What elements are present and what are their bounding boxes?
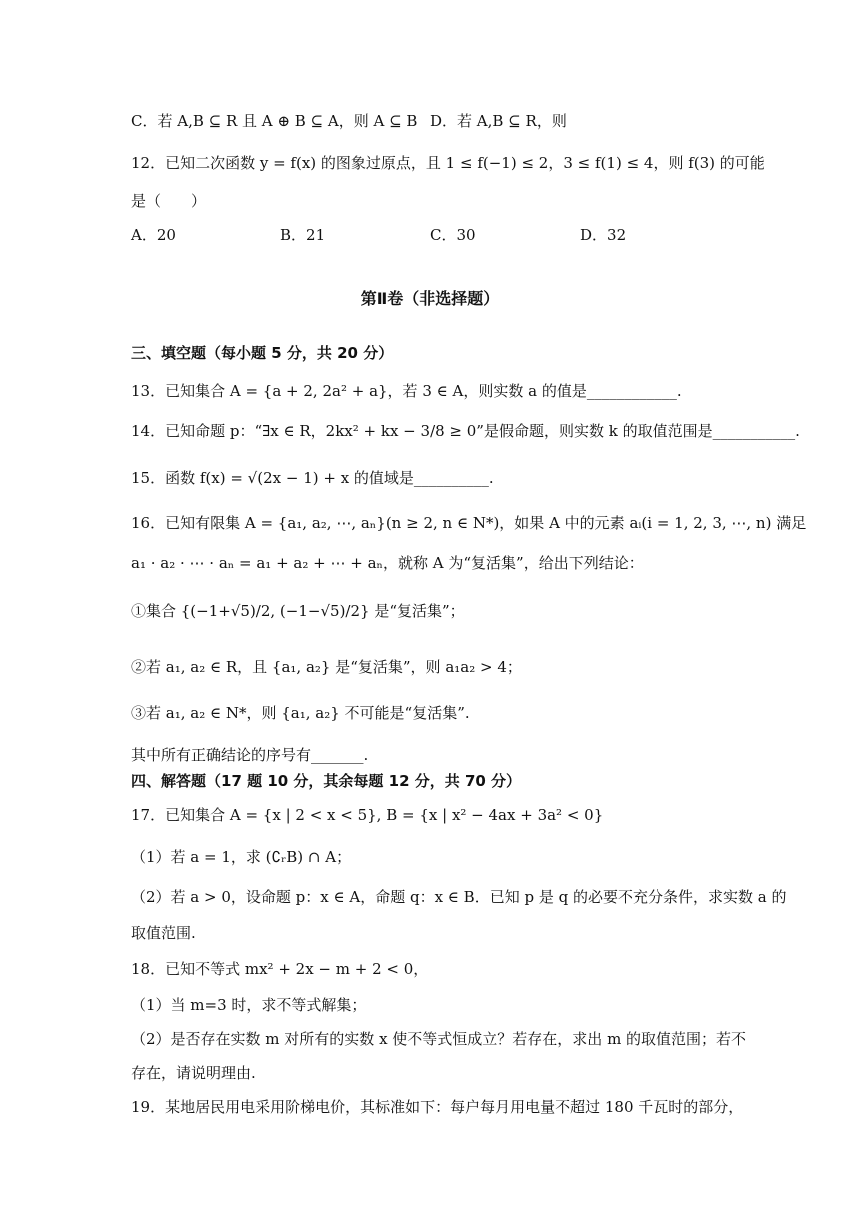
q12-stem: 12．已知二次函数 y = f(x) 的图象过原点，且 1 ≤ f(−1) ≤ 2，3 ≤ f(1) ≤ 4，则 f(3) 的可能: [131, 154, 765, 172]
q12-stem-cont: 是（ ）: [131, 192, 207, 210]
section4-heading: 四、解答题（17 题 10 分，其余每题 12 分，共 70 分）: [131, 772, 522, 790]
q12-option-b: B．21: [280, 226, 326, 244]
q12-option-a: A．20: [131, 226, 176, 244]
q19-stem: 19．某地居民用电采用阶梯电价，其标准如下：每户每月用电量不超过 180 千瓦时的部分，: [131, 1098, 744, 1116]
q16-conclusion-2: ②若 a₁, a₂ ∈ R，且 {a₁, a₂} 是“复活集”，则 a₁a₂ > 4；: [131, 658, 522, 676]
q17-part2: （2）若 a > 0，设命题 p：x ∈ A，命题 q：x ∈ B．已知 p 是 q 的必要不充分条件，求实数 a 的: [131, 888, 787, 906]
q16-stem-cont: a₁ · a₂ · ⋯ · aₙ = a₁ + a₂ + ⋯ + aₙ，就称 A 为“复活集”，给出下列结论：: [131, 554, 644, 572]
section3-heading: 三、填空题（每小题 5 分，共 20 分）: [131, 344, 394, 362]
q16-ask: 其中所有正确结论的序号有_______.: [131, 746, 369, 764]
q12-option-d: D．32: [580, 226, 627, 244]
q16-stem: 16．已知有限集 A = {a₁, a₂, ⋯, aₙ}(n ≥ 2, n ∈ N*)，如果 A 中的元素 aᵢ(i = 1, 2, 3, ⋯, n) 满足: [131, 514, 807, 532]
q14-text: 14．已知命题 p：“∃x ∈ R，2kx² + kx − 3/8 ≥ 0”是假命题，则实数 k 的取值范围是___________.: [131, 422, 800, 440]
q18-stem: 18．已知不等式 mx² + 2x − m + 2 < 0，: [131, 960, 429, 978]
q17-part1: （1）若 a = 1，求 (∁ᵣB) ∩ A；: [131, 848, 352, 866]
q16-conclusion-3: ③若 a₁, a₂ ∈ N*，则 {a₁, a₂} 不可能是“复活集”.: [131, 704, 470, 722]
q18-part2-cont: 存在，请说明理由.: [131, 1064, 256, 1082]
q17-stem: 17．已知集合 A = {x | 2 < x < 5}, B = {x | x² − 4ax + 3a² < 0}: [131, 806, 604, 824]
q15-text: 15．函数 f(x) = √(2x − 1) + x 的值域是__________.: [131, 469, 494, 487]
q18-part1: （1）当 m=3 时，求不等式解集；: [131, 996, 367, 1014]
q17-part2-cont: 取值范围.: [131, 924, 196, 942]
q11-option-d: D．若 A,B ⊆ R，则: [430, 112, 567, 130]
q13-text: 13．已知集合 A = {a + 2, 2a² + a}，若 3 ∈ A，则实数 a 的值是____________.: [131, 382, 682, 400]
q18-part2: （2）是否存在实数 m 对所有的实数 x 使不等式恒成立？若存在，求出 m 的取值范围；若不: [131, 1030, 747, 1048]
q11-option-c: C．若 A,B ⊆ R 且 A ⊕ B ⊆ A，则 A ⊆ B: [131, 112, 418, 130]
q16-conclusion-1: ①集合 {(−1+√5)/2, (−1−√5)/2} 是“复活集”；: [131, 602, 465, 620]
part2-title: 第Ⅱ卷（非选择题）: [360, 289, 500, 308]
q12-option-c: C．30: [430, 226, 476, 244]
